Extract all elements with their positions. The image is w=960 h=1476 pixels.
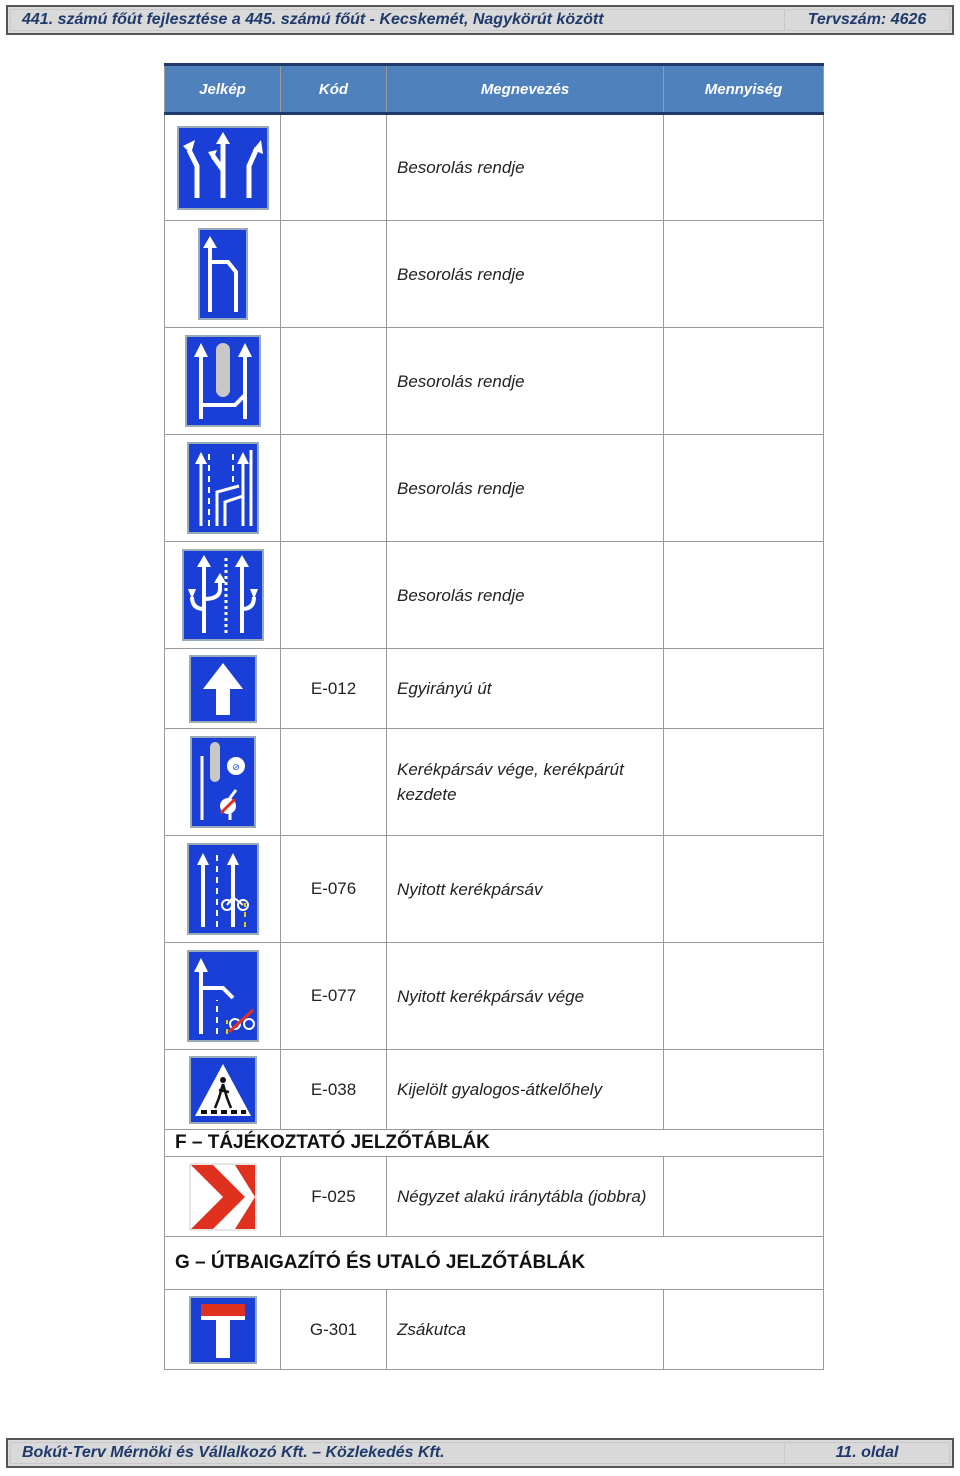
one-way-road-sign-icon: [189, 655, 257, 723]
lane-order-three-lanes-sign-icon: [177, 126, 269, 210]
name-cell: Besorolás rendje: [387, 328, 664, 435]
name-cell: Nyitott kerékpársáv vége: [387, 943, 664, 1050]
symbol-cell: [165, 1050, 281, 1130]
dead-end-sign-icon: [189, 1296, 257, 1364]
quantity-cell[interactable]: [664, 328, 824, 435]
quantity-cell[interactable]: [664, 1050, 824, 1130]
name-cell: Kerékpársáv vége, kerékpárút kezdete: [387, 729, 664, 836]
lane-order-four-lanes-sign-icon: [187, 442, 259, 534]
symbol-cell: [165, 542, 281, 649]
page-footer-bar: [6, 1438, 954, 1468]
company-name: Bokút-Terv Mérnöki és Vállalkozó Kft. – Közlekedés Kft.: [10, 1442, 792, 1464]
name-cell: Nyitott kerékpársáv: [387, 836, 664, 943]
symbol-cell: [165, 328, 281, 435]
table-row: [165, 649, 824, 729]
column-header-quantity: Mennyiség: [664, 65, 824, 114]
name-cell: Kijelölt gyalogos-átkelőhely: [387, 1050, 664, 1130]
open-bike-lane-end-sign-icon: [187, 950, 259, 1042]
table-row: [165, 221, 824, 328]
name-cell: Besorolás rendje: [387, 221, 664, 328]
page-header-bar: [6, 5, 954, 35]
column-header-name: Megnevezés: [387, 65, 664, 114]
name-cell: Besorolás rendje: [387, 435, 664, 542]
quantity-cell[interactable]: [664, 1290, 824, 1370]
table-row: [165, 114, 824, 221]
symbol-cell: [165, 435, 281, 542]
quantity-cell[interactable]: [664, 435, 824, 542]
table-header-row: [165, 65, 824, 114]
lane-order-merge-right-sign-icon: [198, 228, 248, 320]
name-cell: Egyirányú út: [387, 649, 664, 729]
table-row: [165, 729, 824, 836]
table-row: [165, 435, 824, 542]
code-cell: [281, 729, 387, 836]
symbol-cell: [165, 1157, 281, 1237]
quantity-cell[interactable]: [664, 729, 824, 836]
section-header-row: [165, 1237, 824, 1290]
pedestrian-crossing-sign-icon: [189, 1056, 257, 1124]
table-row: [165, 943, 824, 1050]
lane-order-u-turn-sign-icon: [182, 549, 264, 641]
name-cell: Besorolás rendje: [387, 114, 664, 221]
section-f-title: F – TÁJÉKOZTATÓ JELZŐTÁBLÁK: [165, 1130, 824, 1157]
name-cell: Besorolás rendje: [387, 542, 664, 649]
symbol-cell: [165, 943, 281, 1050]
quantity-cell[interactable]: [664, 836, 824, 943]
bike-lane-end-bike-path-start-sign-icon: [190, 736, 256, 828]
sign-inventory-table: [164, 63, 824, 1370]
code-cell: [281, 221, 387, 328]
quantity-cell[interactable]: [664, 542, 824, 649]
lane-order-separated-lane-sign-icon: [185, 335, 261, 427]
table-row: [165, 542, 824, 649]
table-row: [165, 328, 824, 435]
quantity-cell[interactable]: [664, 649, 824, 729]
code-cell: G-301: [281, 1290, 387, 1370]
code-cell: [281, 114, 387, 221]
column-header-symbol: Jelkép: [165, 65, 281, 114]
symbol-cell: [165, 114, 281, 221]
code-cell: F-025: [281, 1157, 387, 1237]
chevron-right-direction-sign-icon: [189, 1163, 257, 1231]
symbol-cell: [165, 836, 281, 943]
table-row: [165, 1157, 824, 1237]
open-bike-lane-sign-icon: [187, 843, 259, 935]
code-cell: E-076: [281, 836, 387, 943]
code-cell: [281, 542, 387, 649]
table-row: [165, 1050, 824, 1130]
symbol-cell: [165, 221, 281, 328]
section-header-row: [165, 1130, 824, 1157]
quantity-cell[interactable]: [664, 943, 824, 1050]
code-cell: E-077: [281, 943, 387, 1050]
svg-text:⊘: ⊘: [231, 762, 240, 772]
page-number: 11. oldal: [784, 1442, 950, 1464]
code-cell: E-012: [281, 649, 387, 729]
symbol-cell: [165, 729, 281, 836]
name-cell: Négyzet alakú iránytábla (jobbra): [387, 1157, 664, 1237]
table-row: [165, 836, 824, 943]
project-title: 441. számú főút fejlesztése a 445. számú főút - Kecskemét, Nagykörút között: [10, 9, 792, 31]
code-cell: E-038: [281, 1050, 387, 1130]
name-cell: Zsákutca: [387, 1290, 664, 1370]
section-g-title: G – ÚTBAIGAZÍTÓ ÉS UTALÓ JELZŐTÁBLÁK: [165, 1237, 824, 1290]
code-cell: [281, 328, 387, 435]
table-row: [165, 1290, 824, 1370]
symbol-cell: [165, 1290, 281, 1370]
quantity-cell[interactable]: [664, 221, 824, 328]
plan-number: Tervszám: 4626: [784, 9, 950, 31]
code-cell: [281, 435, 387, 542]
quantity-cell[interactable]: [664, 114, 824, 221]
quantity-cell[interactable]: [664, 1157, 824, 1237]
column-header-code: Kód: [281, 65, 387, 114]
symbol-cell: [165, 649, 281, 729]
